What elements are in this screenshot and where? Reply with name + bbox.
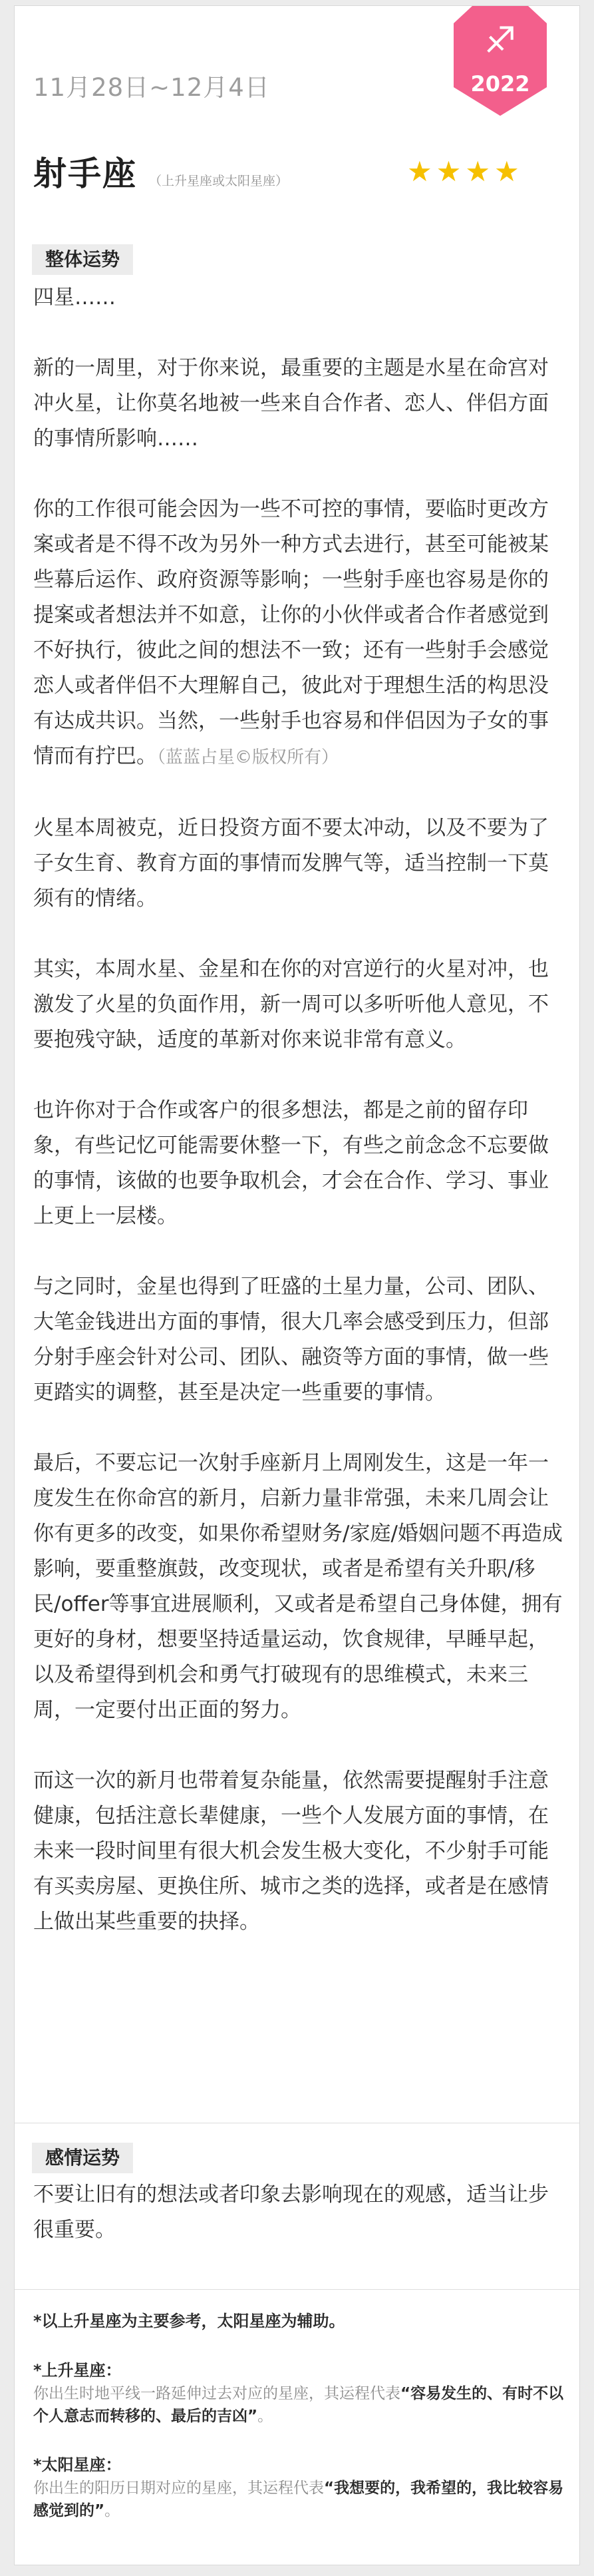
sign-note: （上升星座或太阳星座） [149, 174, 289, 188]
overall-paragraph: 也许你对于合作或客户的很多想法，都是之前的留存印象，有些记忆可能需要休整一下，有些之前念念不忘要做的事情，该做的也要争取机会，才会在合作、学习、事业上更上一层楼。 [33, 1098, 549, 1228]
copyright-note: （蓝蓝占星©版权所有） [157, 748, 339, 767]
overall-paragraph: 最后，不要忘记一次射手座新月上周刚发生，这是一年一度发生在你命宫的新月，启新力量非常强，未来几周会让你有更多的改变，如果你希望财务/家庭/婚姻问题不再造成影响，要重整旗鼓，改变现状，或者是希望有关升职/移民/offer等事宜进展顺利，又或者是希望自己身体健，拥有更好的身材，想要坚持适量运动，饮食规律，早睡早起，以及希望得到机会和勇气打破现有的思维模式，未来三周，一定要付出正面的努力。 [33, 1451, 563, 1722]
note-rising-text [33, 2382, 565, 2428]
note-sun-end: 。 [104, 2502, 120, 2519]
love-paragraph: 不要让旧有的想法或者印象去影响现在的观感，适当让步很重要。 [33, 2183, 549, 2242]
overall-paragraph: 而这一次的新月也带着复杂能量，依然需要提醒射手注意健康，包括注意长辈健康，一些个人发展方面的事情，在未来一段时间里有很大机会发生极大变化，不少射手可能有买卖房屋、更换住所、城市之类的选择，或者是在感情上做出某些重要的抉择。 [33, 1769, 549, 1934]
note-rising-quote: “容易发生的、有时不以个人意志而转移的、最后的吉凶” [33, 2385, 564, 2425]
footnotes [33, 2309, 565, 2522]
section-tag-overall: 整体运势 [32, 244, 133, 275]
note-sun-text [33, 2477, 565, 2522]
section-tag-love: 感情运势 [32, 2143, 133, 2173]
note-rising-end: 。 [257, 2408, 273, 2425]
year-label: 2022 [470, 71, 530, 97]
overall-paragraph: 其实，本周水星、金星和在你的对宫逆行的火星对冲，也激发了火星的负面作用，新一周可以多听听他人意见，不要抱残守缺，适度的革新对你来说非常有意义。 [33, 957, 549, 1052]
star-icon: ★ [436, 155, 462, 188]
note-sun-quote: “我想要的，我希望的，我比较容易感觉到的” [33, 2479, 564, 2519]
note-sun-head: *太阳星座： [33, 2456, 122, 2474]
overall-paragraph: 新的一周里，对于你来说，最重要的主题是水星在命宫对冲火星，让你莫名地被一些来自合作者、恋人、伴侣方面的事情所影响…… [33, 356, 549, 451]
note-main: *以上升星座为主要参考，太阳星座为辅助。 [33, 2312, 345, 2330]
section-divider [15, 2289, 579, 2290]
sign-title: 射手座 [33, 154, 137, 193]
note-sun-desc: 你出生的阳历日期对应的星座，其运程代表 [33, 2479, 324, 2497]
overall-body [33, 280, 565, 1940]
note-rising-desc: 你出生时地平线一路延伸过去对应的星座，其运程代表 [33, 2385, 400, 2402]
overall-paragraph [33, 492, 565, 775]
zodiac-badge [454, 6, 547, 116]
love-body [33, 2177, 565, 2248]
star-icon: ★ [494, 155, 520, 188]
overall-rating: 四星…… [33, 286, 116, 310]
overall-paragraph: 与之同时，金星也得到了旺盛的土星力量，公司、团队、大笔金钱进出方面的事情，很大几率会感受到压力，但部分射手座会针对公司、团队、融资等方面的事情，做一些更踏实的调整，甚至是决定一些重要的事情。 [33, 1275, 549, 1404]
star-icon: ★ [407, 155, 432, 188]
date-range: 11月28日~12月4日 [33, 73, 270, 102]
paragraph-text: 你的工作很可能会因为一些不可控的事情，要临时更改方案或者是不得不改为另外一种方式去进行，甚至可能被某些幕后运作、政府资源等影响；一些射手座也容易是你的提案或者想法并不如意，让你的小伙伴或者合作者感觉到不好执行，彼此之间的想法不一致；还有一些射手会感觉恋人或者伴侣不大理解自己，彼此对于理想生活的构思没有达成共识。当然，一些射手也容易和伴侣因为子女的事情而有拧巴。 [33, 497, 549, 768]
star-rating [407, 155, 520, 188]
note-rising-head: *上升星座： [33, 2361, 122, 2380]
overall-paragraph: 火星本周被克，近日投资方面不要太冲动，以及不要为了子女生育、教育方面的事情而发脾气等，适当控制一下莫须有的情绪。 [33, 816, 549, 911]
sagittarius-icon: ♐ [484, 19, 517, 61]
star-icon: ★ [465, 155, 490, 188]
title-row [33, 147, 288, 195]
horoscope-card [14, 5, 580, 2565]
